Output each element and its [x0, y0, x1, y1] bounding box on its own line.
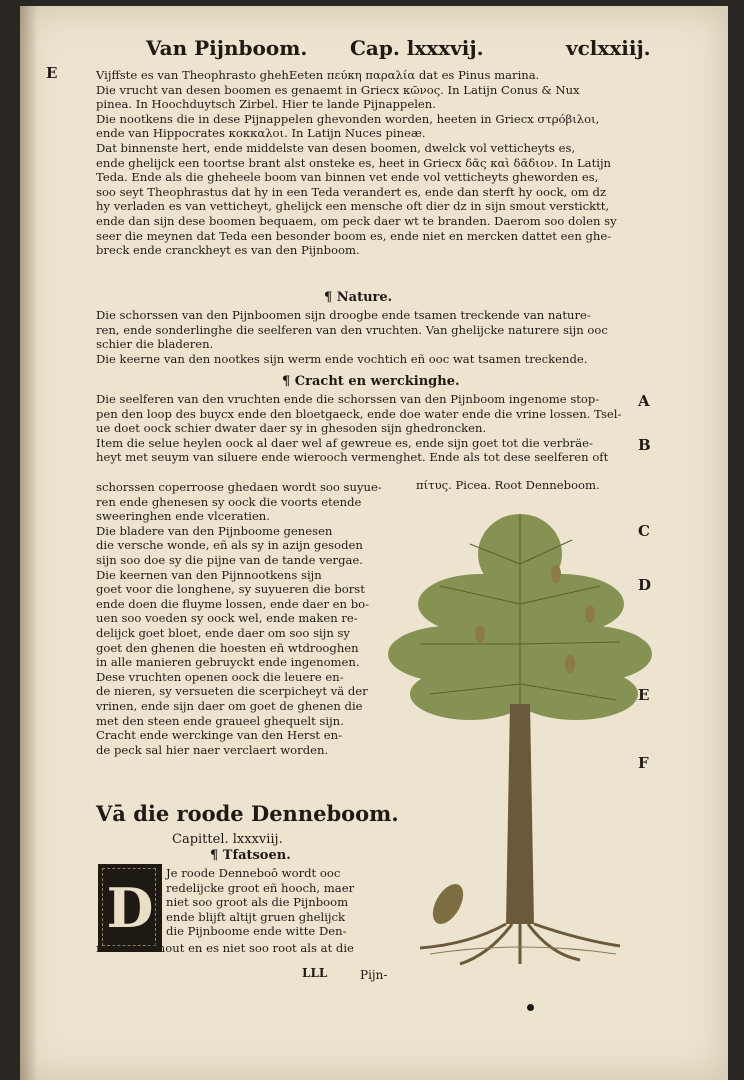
red-fir-tree-illustration — [380, 494, 660, 990]
chapter2-last-line — [96, 941, 396, 956]
text-line: die versche wonde, eñ als sy in azijn gesoden — [96, 538, 363, 553]
text-line: redelijcke groot eñ hooch, maer — [166, 880, 355, 895]
text-line: ende dan sijn dese boomen bequaem, om peck daer wt te branden. Daerom soo dolen sy — [96, 213, 617, 228]
text-line: soo seyt Theophrastus dat hy in een Teda verandert es, ende dan sterft hy oock, om dz — [96, 184, 607, 199]
text-line: delijck goet bloet, ende daer om soo sijn sy — [96, 625, 350, 640]
heading-fatsoen: ¶ Tfatsoen. — [210, 848, 291, 863]
text-line: Die seelferen van den vruchten ende die schorssen van den Pijnboom ingenome stop- — [96, 392, 600, 406]
book-page — [20, 6, 728, 1080]
text-line: ende doen die fluyme lossen, ende daer en bo- — [96, 596, 370, 611]
header-title: Van Pijnboom. — [146, 36, 308, 60]
text-line: Die nootkens die in dese Pijnappelen ghevonden worden, heeten in Griecx στρόβιλοι, — [96, 111, 600, 126]
text-line: Je roode Denneboō wordt ooc — [166, 866, 341, 880]
margin-letter-e: E — [46, 64, 58, 82]
cracht-text — [96, 392, 656, 465]
text-line: pinea. In Hoochduytsch Zirbel. Hier te lande Pijnappelen. — [96, 97, 436, 112]
margin-letter-e2: E — [638, 686, 650, 704]
text-line: ende van Hippocrates κοκκαλοι. In Latijn Nuces pineæ. — [96, 126, 426, 141]
page-gutter-shadow — [20, 6, 38, 1080]
header-chapter: Cap. lxxxvij. — [350, 36, 484, 60]
text-line: Die keernen van den Pijnnootkens sijn — [96, 567, 322, 582]
text-line: ue doet oock schier dwater daer sy in ghesoden sijn ghedroncken. — [96, 421, 487, 436]
nature-text — [96, 308, 656, 366]
text-line: Vijffste es van Theophrasto ghehEeten πεύκη παραλία dat es Pinus marina. — [96, 68, 540, 82]
text-line: hy verladen es van vetticheyt, ghelijck een mensche oft dier dz in sijn smout versticktt, — [96, 199, 610, 214]
cracht-narrow-text — [96, 480, 396, 757]
header-folio: vclxxiij. — [566, 36, 651, 60]
text-line: ren ende ghenesen sy oock die voorts etende — [96, 494, 362, 509]
chapter2-text — [166, 866, 386, 939]
text-line: niet soo groot als die Pijnboom — [166, 895, 349, 910]
text-line: ende blijft altijt gruen ghelijck — [166, 909, 346, 924]
text-line: heyt met seuym van siluere ende wierooch vermenghet. Ende als tot dese seelferen oft — [96, 450, 609, 465]
text-line: goet voor die longhene, sy suyueren die borst — [96, 582, 365, 597]
text-line: uen soo voeden sy oock wel, ende maken re- — [96, 611, 358, 626]
text-line: Die bladere van den Pijnboome genesen — [96, 523, 333, 538]
text-line: die Pijnboome ende witte Den- — [166, 924, 347, 939]
figure-caption: πίτυς. Picea. Root Denneboom. — [416, 478, 600, 492]
text-line: Die keerne van den nootkes sijn werm ende vochtich eñ ooc wat tsamen treckende. — [96, 351, 588, 366]
text-line: Teda. Ende als die gheheele boom van binnen vet ende vol vetticheyts gheworden es, — [96, 170, 599, 185]
catchword: Pijn- — [360, 968, 388, 982]
text-line: pen den loop des buycx ende den bloetgaeck, ende doe water ende die vrine lossen. Tsel- — [96, 406, 622, 421]
text-line: in alle manieren gebruyckt ende ingenomen. — [96, 655, 360, 670]
text-line: ren, ende sonderlinghe die seelferen van den vruchten. Van ghelijcke naturere sijn ooc — [96, 322, 608, 337]
text-line: de nieren, sy versueten die scerpicheyt vä der — [96, 684, 368, 699]
text-line: goet den ghenen die hoesten eñ wtdrooghen — [96, 640, 359, 655]
text-line: met den steen ende graueel ghequelt sijn. — [96, 713, 344, 728]
chapter-title: Vā die roode Denneboom. — [96, 801, 399, 826]
text-line: breck ende cranckheyt es van den Pijnboom. — [96, 243, 360, 258]
text-line: sweeringhen ende vlceratien. — [96, 509, 270, 524]
heading-cracht: ¶ Cracht en werckinghe. — [282, 374, 460, 389]
margin-letter-a: A — [638, 392, 650, 410]
margin-letter-d: D — [638, 576, 652, 594]
text-line: Cracht ende werckinge van den Herst en- — [96, 728, 343, 743]
signature-mark: LLL — [302, 966, 328, 980]
text-line: de peck sal hier naer verclaert worden. — [96, 742, 329, 757]
text-line: Die schorssen van den Pijnboomen sijn droogbe ende tsamen treckende van nature- — [96, 308, 591, 322]
text-line: Dat binnenste hert, ende middelste van desen boomen, dwelck vol vetticheyts es, — [96, 140, 576, 155]
text-line: sijn soo doe sy die pijne van de tande vergae. — [96, 552, 363, 567]
text-line: Item die selue heylen oock al daer wel af gewreue es, ende sijn goet tot die verbräe- — [96, 435, 593, 450]
text-line: vrinen, ende sijn daer om goet de ghenen die — [96, 698, 363, 713]
text-line: Die vrucht van desen boomen es genaemt in Griecx κῶνος. In Latijn Conus & Nux — [96, 82, 580, 97]
heading-nature: ¶ Nature. — [324, 290, 393, 305]
decorated-initial — [98, 864, 162, 952]
text-line: ende ghelijck een toortse brant alst onsteke es, heet in Griecx δᾶς καὶ δᾶδιον. In Latijn — [96, 155, 612, 170]
text-line: schier die bladeren. — [96, 337, 214, 352]
initial-letter: D — [106, 876, 154, 940]
margin-letter-f: F — [638, 754, 649, 772]
text-line: neboom. Thout en es niet soo root als at die — [96, 941, 354, 955]
section-intro-text — [96, 68, 656, 258]
margin-letter-c: C — [638, 522, 650, 540]
margin-letter-b: B — [638, 436, 651, 454]
running-header — [20, 36, 728, 70]
page-spot — [527, 1004, 534, 1011]
text-line: schorssen coperroose ghedaen wordt soo suyue- — [96, 480, 382, 494]
text-line: seer die meynen dat Teda een besonder boom es, ende niet en mercken dattet een ghe- — [96, 228, 612, 243]
chapter-number: Capittel. lxxxviij. — [172, 832, 283, 847]
text-line: Dese vruchten openen oock die leuere en- — [96, 669, 344, 684]
